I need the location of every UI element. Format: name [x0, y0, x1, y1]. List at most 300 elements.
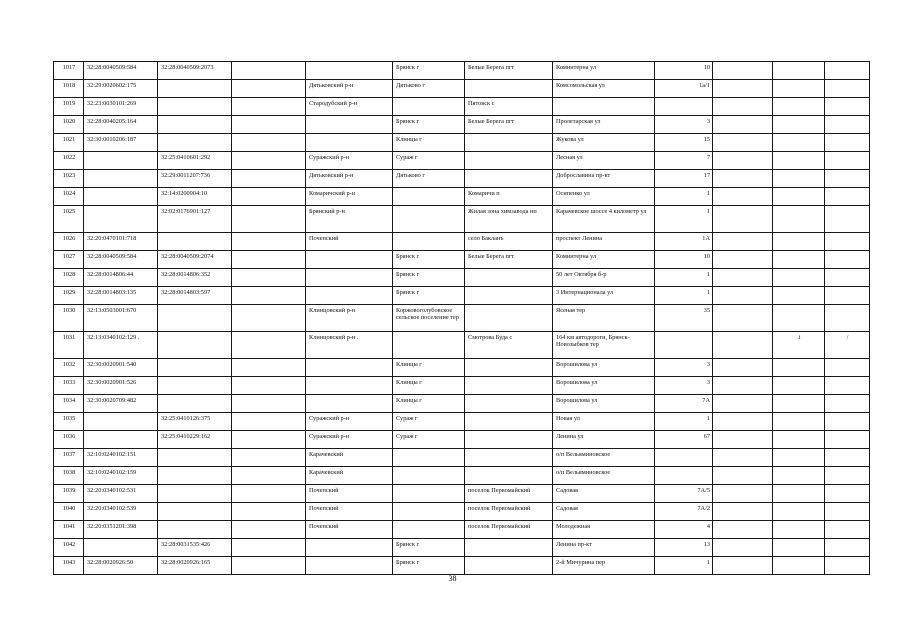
cell-record-number: 1030 [54, 305, 84, 332]
cell-blank [232, 359, 306, 377]
cell-house-number: 1 [655, 557, 713, 575]
cell-extra-2 [773, 188, 825, 206]
cell-extra-1 [713, 431, 773, 449]
cell-settlement: поселок Первомайский [465, 485, 553, 503]
cell-cadastral-number [84, 206, 158, 233]
cell-extra-1 [713, 539, 773, 557]
cell-extra-1 [713, 503, 773, 521]
cell-cadastral-number: 32:28:0040509:584 [84, 62, 158, 80]
cell-street: Пролетарская ул [553, 116, 655, 134]
cell-extra-3: / [825, 332, 870, 359]
cell-city [393, 98, 465, 116]
cell-extra-2 [773, 233, 825, 251]
cell-settlement [465, 467, 553, 485]
cell-extra-2 [773, 80, 825, 98]
cell-settlement: Комаричи п [465, 188, 553, 206]
cell-city: Брянск г [393, 539, 465, 557]
cell-district [306, 377, 393, 395]
cell-extra-3 [825, 188, 870, 206]
cell-city: Брянск г [393, 116, 465, 134]
cell-city [393, 332, 465, 359]
cell-settlement [465, 557, 553, 575]
table-row [54, 539, 870, 557]
cell-house-number [655, 98, 713, 116]
cell-extra-1 [713, 188, 773, 206]
cell-cadastral-number: 32:30:0020901:526 [84, 377, 158, 395]
table-row [54, 503, 870, 521]
cell-extra-2 [773, 431, 825, 449]
cell-district: Почепский [306, 503, 393, 521]
cell-cadastral-number: 32:30:0010206:187 [84, 134, 158, 152]
cell-street: Осипенко ул [553, 188, 655, 206]
cell-extra-1 [713, 206, 773, 233]
cell-record-number: 1031 [54, 332, 84, 359]
cell-blank [232, 80, 306, 98]
cell-district [306, 62, 393, 80]
cell-record-number: 1021 [54, 134, 84, 152]
cell-blank [232, 116, 306, 134]
table-row [54, 170, 870, 188]
cell-extra-1 [713, 269, 773, 287]
cell-settlement [465, 413, 553, 431]
cell-cadastral-number: 32:20:0340102:531 [84, 485, 158, 503]
cell-district: Дятьковский р-н [306, 80, 393, 98]
cell-street: 3 Интернационала ул [553, 287, 655, 305]
cell-house-number: 7 [655, 152, 713, 170]
cell-extra-1 [713, 413, 773, 431]
cell-extra-3 [825, 62, 870, 80]
cell-street [553, 98, 655, 116]
cell-street: 164 км автодороги, Брянск-Новозыбков тер [553, 332, 655, 359]
cell-city: Клинцы г [393, 134, 465, 152]
cell-city [393, 503, 465, 521]
cell-house-number [655, 467, 713, 485]
table-row [54, 98, 870, 116]
cell-street: проспект Ленина [553, 233, 655, 251]
cell-record-number: 1024 [54, 188, 84, 206]
page-number: 38 [448, 574, 457, 583]
cell-extra-3 [825, 233, 870, 251]
cell-blank [232, 251, 306, 269]
cell-street: Ворошилова ул [553, 377, 655, 395]
cell-blank [232, 170, 306, 188]
cell-extra-2 [773, 503, 825, 521]
cell-extra-2 [773, 377, 825, 395]
cell-house-number: 13 [655, 539, 713, 557]
cell-cadastral-number: 32:23:0030101:269 [84, 98, 158, 116]
cell-cadastral-number-building [158, 377, 232, 395]
table-row [54, 413, 870, 431]
cell-district [306, 251, 393, 269]
cell-house-number: 15 [655, 134, 713, 152]
cell-extra-3 [825, 521, 870, 539]
cell-settlement: поселок Первомайский [465, 503, 553, 521]
cell-city: Сураж г [393, 152, 465, 170]
cell-cadastral-number: 32:30:0020901:540 [84, 359, 158, 377]
cell-street: Лесная ул [553, 152, 655, 170]
cell-house-number: 10 [655, 62, 713, 80]
cell-house-number: 7А/5 [655, 485, 713, 503]
cell-house-number: 1 [655, 413, 713, 431]
cell-blank [232, 377, 306, 395]
cell-extra-2 [773, 449, 825, 467]
cell-extra-1 [713, 557, 773, 575]
cell-extra-2 [773, 413, 825, 431]
cell-district [306, 116, 393, 134]
cell-street: Коминтерна ул [553, 251, 655, 269]
cell-extra-3 [825, 305, 870, 332]
cell-extra-3 [825, 557, 870, 575]
cell-cadastral-number: 32:20:0470101:718 [84, 233, 158, 251]
cell-record-number: 1039 [54, 485, 84, 503]
cell-extra-1 [713, 152, 773, 170]
cell-district [306, 395, 393, 413]
table-row [54, 80, 870, 98]
table-row [54, 467, 870, 485]
cell-cadastral-number: 32:28:0040205:164 [84, 116, 158, 134]
cell-extra-1 [713, 467, 773, 485]
cell-blank [232, 62, 306, 80]
cell-extra-1 [713, 80, 773, 98]
cell-extra-3 [825, 485, 870, 503]
cell-street: Ясеная тер [553, 305, 655, 332]
cell-blank [232, 539, 306, 557]
cell-cadastral-number-building [158, 359, 232, 377]
cell-house-number: 7А/2 [655, 503, 713, 521]
cell-settlement: Белые Берега пгт [465, 116, 553, 134]
cell-cadastral-number-building [158, 503, 232, 521]
cell-extra-2 [773, 557, 825, 575]
table-row [54, 449, 870, 467]
cell-city [393, 188, 465, 206]
cell-cadastral-number [84, 188, 158, 206]
cell-cadastral-number [84, 152, 158, 170]
cell-district [306, 134, 393, 152]
cell-cadastral-number [84, 431, 158, 449]
cell-city: Клинцы г [393, 395, 465, 413]
cell-extra-1 [713, 449, 773, 467]
cell-extra-3 [825, 251, 870, 269]
cell-city: Дятьково г [393, 80, 465, 98]
cell-extra-3 [825, 269, 870, 287]
cell-extra-2 [773, 539, 825, 557]
cell-record-number: 1017 [54, 62, 84, 80]
cell-house-number: 1 [655, 188, 713, 206]
table-row [54, 116, 870, 134]
cell-settlement [465, 305, 553, 332]
cell-house-number: 1 [655, 287, 713, 305]
cell-extra-2 [773, 269, 825, 287]
cell-house-number [655, 332, 713, 359]
cell-cadastral-number-building: 32:28:0020926:165 [158, 557, 232, 575]
cell-extra-2 [773, 62, 825, 80]
cell-blank [232, 521, 306, 539]
cell-blank [232, 98, 306, 116]
table-row [54, 206, 870, 233]
cell-extra-3 [825, 287, 870, 305]
cell-extra-2 [773, 251, 825, 269]
cell-district: Карачевский [306, 467, 393, 485]
cell-house-number: 10 [655, 251, 713, 269]
cell-record-number: 1037 [54, 449, 84, 467]
cell-extra-2 [773, 395, 825, 413]
cell-district: Дятьковский р-н [306, 170, 393, 188]
cell-street: Садовая [553, 485, 655, 503]
cell-city: Брянск г [393, 269, 465, 287]
register-table [53, 61, 870, 575]
cell-street: Коминтерна ул [553, 62, 655, 80]
cell-extra-2 [773, 485, 825, 503]
cell-extra-3 [825, 449, 870, 467]
cell-settlement [465, 359, 553, 377]
cell-extra-2: .i [773, 332, 825, 359]
cell-settlement [465, 269, 553, 287]
table-row [54, 233, 870, 251]
cell-record-number: 1034 [54, 395, 84, 413]
cell-extra-1 [713, 251, 773, 269]
cell-house-number: 3 [655, 359, 713, 377]
cell-cadastral-number-building: 32:25:0410126:375 [158, 413, 232, 431]
cell-cadastral-number-building [158, 395, 232, 413]
cell-settlement [465, 395, 553, 413]
cell-street: Садовая [553, 503, 655, 521]
cell-blank [232, 413, 306, 431]
cell-settlement: село Бакланъ [465, 233, 553, 251]
cell-district [306, 269, 393, 287]
cell-extra-2 [773, 359, 825, 377]
cell-extra-2 [773, 521, 825, 539]
cell-settlement: Пятовск с [465, 98, 553, 116]
cell-cadastral-number-building: 32:02:0176901:127 [158, 206, 232, 233]
cell-extra-3 [825, 134, 870, 152]
cell-house-number: 1 [655, 206, 713, 233]
cell-extra-3 [825, 467, 870, 485]
cell-settlement [465, 377, 553, 395]
cell-city [393, 521, 465, 539]
cell-extra-1 [713, 170, 773, 188]
cell-blank [232, 152, 306, 170]
cell-district: Почепский [306, 485, 393, 503]
cell-record-number: 1023 [54, 170, 84, 188]
cell-blank [232, 485, 306, 503]
cell-city: Клинцы г [393, 359, 465, 377]
cell-cadastral-number-building [158, 467, 232, 485]
cell-record-number: 1027 [54, 251, 84, 269]
cell-blank [232, 557, 306, 575]
cell-city [393, 233, 465, 251]
cell-blank [232, 395, 306, 413]
cell-extra-1 [713, 359, 773, 377]
cell-city [393, 485, 465, 503]
cell-district: Почепский [306, 233, 393, 251]
cell-cadastral-number-building: 32:28:0014803:597 [158, 287, 232, 305]
cell-city: Брянск г [393, 287, 465, 305]
cell-extra-3 [825, 116, 870, 134]
cell-cadastral-number-building [158, 521, 232, 539]
cell-settlement [465, 170, 553, 188]
cell-street: Ленина пр-кт [553, 539, 655, 557]
cell-extra-1 [713, 62, 773, 80]
table-row [54, 134, 870, 152]
cell-cadastral-number: 32:29:0020602:175 [84, 80, 158, 98]
cell-district [306, 539, 393, 557]
cell-extra-2 [773, 152, 825, 170]
cell-city: Клинцы г [393, 377, 465, 395]
cell-extra-2 [773, 305, 825, 332]
cell-house-number: 17 [655, 170, 713, 188]
table-row [54, 188, 870, 206]
cell-city [393, 449, 465, 467]
cell-blank [232, 134, 306, 152]
cell-cadastral-number [84, 170, 158, 188]
cell-district [306, 557, 393, 575]
cell-cadastral-number [84, 539, 158, 557]
cell-settlement: Белые Берега пгт [465, 251, 553, 269]
cell-settlement: Белые Берега пгт [465, 62, 553, 80]
cell-city: Коржовоголубовское сельское поселение тер [393, 305, 465, 332]
cell-record-number: 1043 [54, 557, 84, 575]
table-row [54, 359, 870, 377]
table-row [54, 251, 870, 269]
cell-extra-2 [773, 206, 825, 233]
cell-house-number: 67 [655, 431, 713, 449]
cell-settlement [465, 539, 553, 557]
cell-city: Брянск г [393, 557, 465, 575]
cell-street: 2-й Мичурина пер [553, 557, 655, 575]
cell-blank [232, 467, 306, 485]
cell-city: Сураж г [393, 413, 465, 431]
cell-cadastral-number-building [158, 98, 232, 116]
cell-cadastral-number: 32:10:0240102:159 [84, 467, 158, 485]
cell-settlement [465, 449, 553, 467]
cell-settlement: Смотрова Буда с [465, 332, 553, 359]
cell-street: Комсомольская ул [553, 80, 655, 98]
cell-cadastral-number-building [158, 134, 232, 152]
cell-house-number: 35 [655, 305, 713, 332]
cell-extra-3 [825, 431, 870, 449]
cell-extra-3 [825, 170, 870, 188]
cell-blank [232, 206, 306, 233]
cell-blank [232, 332, 306, 359]
cell-cadastral-number-building [158, 305, 232, 332]
cell-street: Карачевское шоссе 4 километр ул [553, 206, 655, 233]
cell-cadastral-number: 32:30:0020709:482 [84, 395, 158, 413]
table-row [54, 395, 870, 413]
cell-house-number: 3 [655, 116, 713, 134]
cell-district: Суражский р-н [306, 431, 393, 449]
table-row [54, 377, 870, 395]
cell-street: о/п Вельяминовское [553, 467, 655, 485]
cell-extra-1 [713, 521, 773, 539]
cell-cadastral-number-building: 32:28:0040509:2074 [158, 251, 232, 269]
table-row [54, 152, 870, 170]
cell-settlement [465, 152, 553, 170]
cell-blank [232, 233, 306, 251]
cell-district: Клинцовский р-н . [306, 332, 393, 359]
cell-street: Жукова ул [553, 134, 655, 152]
cell-cadastral-number: 32:10:0240102:151 [84, 449, 158, 467]
cell-extra-3 [825, 413, 870, 431]
cell-record-number: 1028 [54, 269, 84, 287]
cell-house-number: 1а/1 [655, 80, 713, 98]
cell-blank [232, 449, 306, 467]
cell-extra-1 [713, 98, 773, 116]
cell-cadastral-number-building: 32:14:0200904:10 [158, 188, 232, 206]
table-row [54, 62, 870, 80]
cell-blank [232, 431, 306, 449]
table-row [54, 332, 870, 359]
cell-extra-1 [713, 287, 773, 305]
cell-extra-1 [713, 116, 773, 134]
cell-record-number: 1029 [54, 287, 84, 305]
cell-cadastral-number: 32:28:0014806:44 [84, 269, 158, 287]
cell-record-number: 1018 [54, 80, 84, 98]
cell-record-number: 1038 [54, 467, 84, 485]
cell-house-number: 1А [655, 233, 713, 251]
cell-settlement [465, 287, 553, 305]
cell-district: Стародубский р-н [306, 98, 393, 116]
register-table-body [54, 62, 870, 575]
cell-blank [232, 287, 306, 305]
cell-city: Дятьково г [393, 170, 465, 188]
cell-cadastral-number-building [158, 233, 232, 251]
cell-house-number: 4 [655, 521, 713, 539]
cell-cadastral-number-building [158, 485, 232, 503]
cell-district: Суражский р-н [306, 152, 393, 170]
cell-extra-2 [773, 98, 825, 116]
cell-extra-1 [713, 305, 773, 332]
cell-district: Комаричский р-н [306, 188, 393, 206]
cell-record-number: 1036 [54, 431, 84, 449]
cell-district: Карачевский [306, 449, 393, 467]
cell-extra-1 [713, 377, 773, 395]
cell-record-number: 1033 [54, 377, 84, 395]
cell-extra-1 [713, 395, 773, 413]
cell-extra-3 [825, 206, 870, 233]
cell-cadastral-number: 32:28:0014803:135 [84, 287, 158, 305]
cell-cadastral-number-building [158, 80, 232, 98]
cell-record-number: 1025 [54, 206, 84, 233]
cell-street: Доброславина пр-кт [553, 170, 655, 188]
cell-city: Брянск г [393, 251, 465, 269]
cell-extra-3 [825, 377, 870, 395]
cell-house-number [655, 449, 713, 467]
cell-extra-2 [773, 287, 825, 305]
cell-cadastral-number: 32:20:0340102:539 [84, 503, 158, 521]
cell-extra-2 [773, 170, 825, 188]
cell-house-number: 7А [655, 395, 713, 413]
cell-city: Сураж г [393, 431, 465, 449]
cell-cadastral-number-building: 32:29:0011207:736 [158, 170, 232, 188]
table-row [54, 557, 870, 575]
cell-record-number: 1035 [54, 413, 84, 431]
cell-street: 50 лет Октября б-р [553, 269, 655, 287]
cell-settlement: Жилая зона химзавода нп [465, 206, 553, 233]
cell-record-number: 1041 [54, 521, 84, 539]
cell-district: Брянский р-н [306, 206, 393, 233]
cell-city [393, 467, 465, 485]
cell-cadastral-number: 32:28:0040509:584 [84, 251, 158, 269]
cell-blank [232, 305, 306, 332]
cell-record-number: 1020 [54, 116, 84, 134]
cell-settlement: поселок Первомайский [465, 521, 553, 539]
table-row [54, 431, 870, 449]
cell-record-number: 1040 [54, 503, 84, 521]
cell-record-number: 1022 [54, 152, 84, 170]
cell-extra-3 [825, 539, 870, 557]
cell-street: Ворошилова ул [553, 395, 655, 413]
cell-cadastral-number-building: 32:25:0410229:162 [158, 431, 232, 449]
